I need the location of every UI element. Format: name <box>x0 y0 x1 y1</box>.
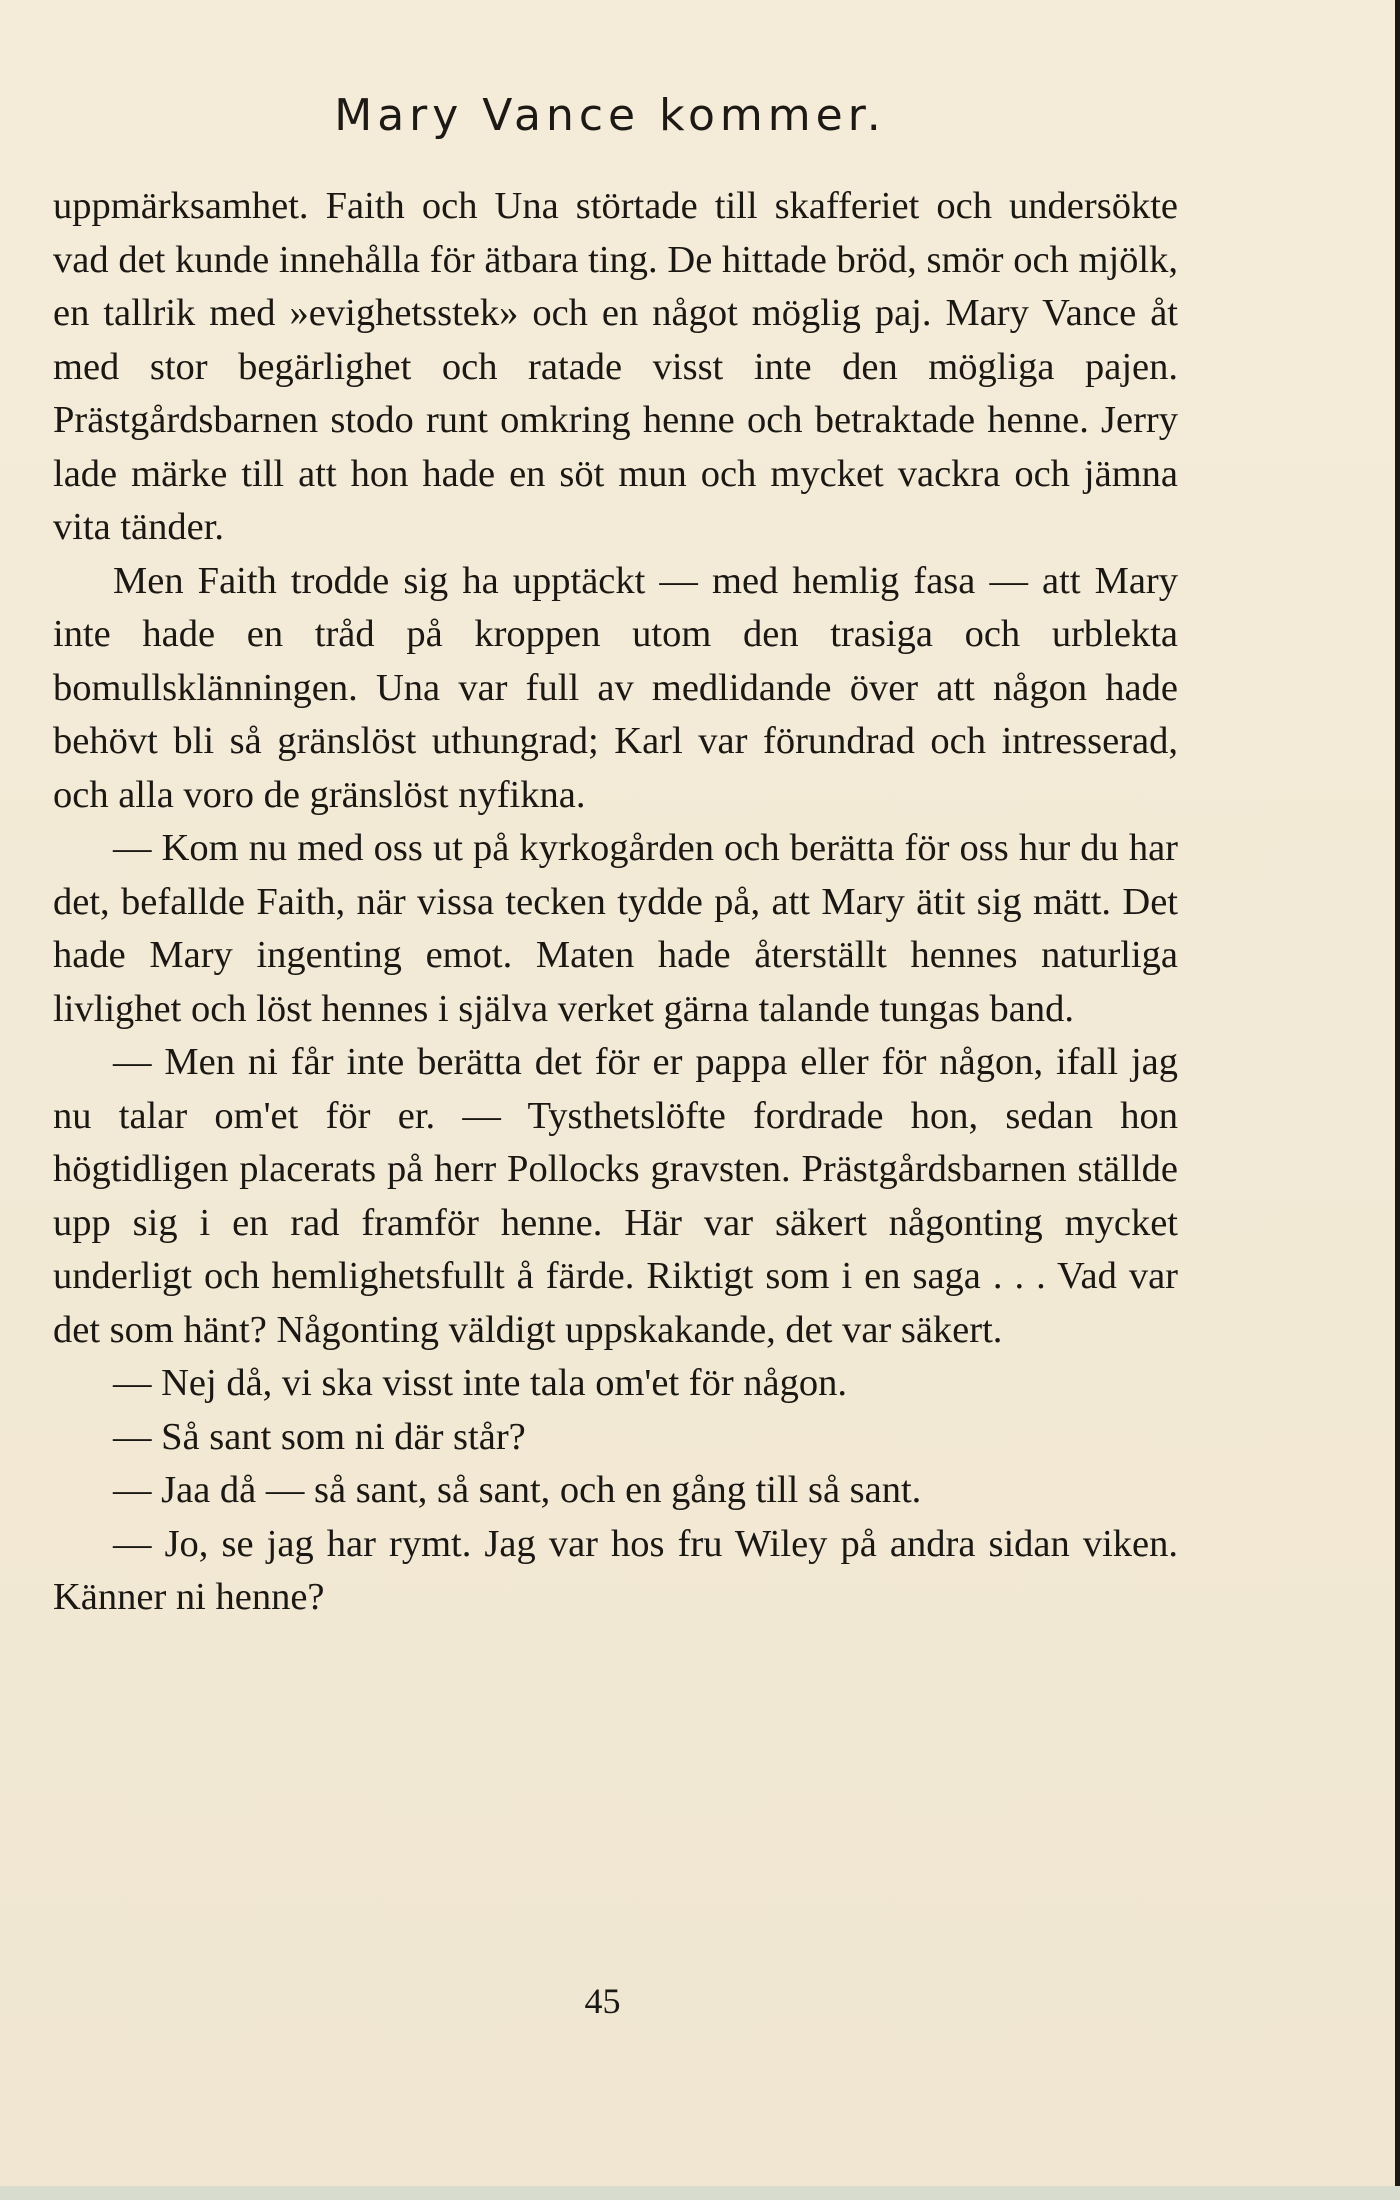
paragraph: — Nej då, vi ska visst inte tala om'et för någon. <box>113 1362 848 1404</box>
paragraph: Men Faith trodde sig ha upptäckt — med hemlig fasa — att Mary inte hade en tråd på kroppen utom den trasiga och urblekta bomullsklänningen. Una var full av medlidande över att någon hade behövt bli så gränslöst uthungrad; Karl var förundrad och intresserad, och alla voro de gränslöst nyfikna. <box>53 559 1178 816</box>
running-head: Mary Vance kommer. <box>334 90 886 141</box>
paragraph: — Jaa då — så sant, så sant, och en gång till så sant. <box>113 1469 922 1511</box>
paragraph: — Kom nu med oss ut på kyrkogården och berätta för oss hur du har det, befallde Faith, när vissa tecken tydde på, att Mary ätit sig mätt. Det hade Mary ingenting emot. Maten hade återställt hennes naturliga livlighet och löst hennes i själva verket gärna talande tungas band. <box>53 827 1178 1030</box>
page-number: 45 <box>584 1981 621 2021</box>
page-edge-shadow <box>1395 0 1400 2200</box>
scan-bottom-margin <box>0 2186 1400 2200</box>
paragraph: uppmärksamhet. Faith och Una störtade till skafferiet och undersökte vad det kunde innehålla för ätbara ting. De hittade bröd, smör och mjölk, en tallrik med »evighetsstek» och en något möglig paj. Mary Vance åt med stor begärlighet och ratade visst inte den mögliga pajen. Prästgårdsbarnen stodo runt omkring henne och betraktade henne. Jerry lade märke till att hon hade en söt mun och mycket vackra och jämna vita tänder. <box>53 185 1178 548</box>
paragraph: — Jo, se jag har rymt. Jag var hos fru Wiley på andra sidan viken. Känner ni henne? <box>53 1522 1178 1618</box>
paragraph: — Men ni får inte berätta det för er pappa eller för någon, ifall jag nu talar om'et för er. — Tysthetslöfte fordrade hon, sedan hon högtidligen placerats på herr Pollocks gravsten. Prästgårdsbarnen ställde upp sig i en rad framför henne. Här var säkert någonting mycket underligt och hemlighetsfullt å färde. Riktigt som i en saga . . . Vad var det som hänt? Någonting väldigt uppskakande, det var säkert. <box>53 1041 1178 1351</box>
paragraph: — Så sant som ni där står? <box>113 1415 526 1458</box>
body-text <box>53 180 1178 1625</box>
